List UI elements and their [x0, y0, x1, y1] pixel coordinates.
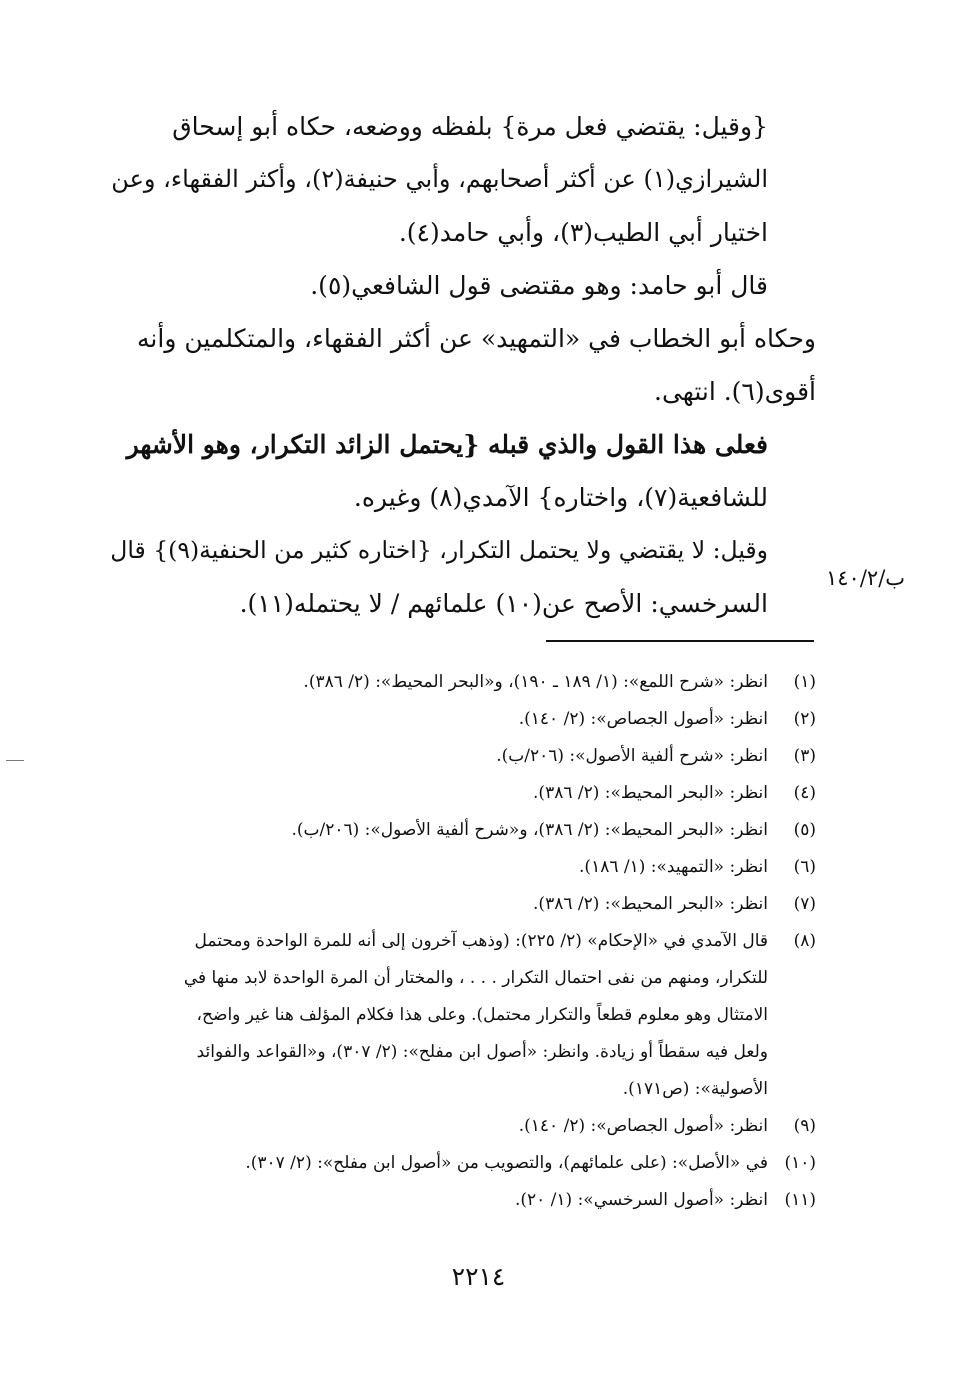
paragraph-1 [110, 100, 816, 259]
footnote-text: انظر: «شرح ألفية الأصول»: (٢٠٦/ب). [496, 746, 768, 766]
footnote-number: (١١) [784, 1190, 816, 1210]
footnote [110, 701, 816, 738]
paragraph-5 [110, 524, 816, 630]
footnote [110, 1145, 816, 1182]
main-text [110, 100, 816, 630]
footnote-text: انظر: «البحر المحيط»: (٢/ ٣٨٦). [533, 894, 768, 914]
footnote-text: الأصولية»: (ص١٧١). [622, 1079, 768, 1099]
footnote-number: (١) [793, 672, 816, 692]
footnote-number: (٥) [793, 820, 816, 840]
footnote-text: انظر: «أصول الجصاص»: (٢/ ١٤٠). [518, 1116, 768, 1136]
footnote-number: (٢) [793, 709, 816, 729]
footnote-number: (٤) [793, 783, 816, 803]
footnote-text: قال الآمدي في «الإحكام» (٢/ ٢٢٥): (وذهب آخرون إلى أنه للمرة الواحدة ومحتمل [194, 931, 768, 951]
manuscript-folio-note: ب/١٤٠/٢ [826, 566, 906, 590]
footnote-text: انظر: «أصول الجصاص»: (٢/ ١٤٠). [518, 709, 768, 729]
footnote [110, 1108, 816, 1145]
footnote-text: انظر: «شرح اللمع»: (١/ ١٨٩ ـ ١٩٠)، و«البحر المحيط»: (٢/ ٣٨٦). [303, 672, 768, 692]
text-line: وقيل: لا يقتضي ولا يحتمل التكرار، {اختاره كثير من الحنفية(٩)} قال [110, 536, 768, 564]
footnote-number: (٣) [793, 746, 816, 766]
footnote-number: (٦) [793, 857, 816, 877]
text-line: أقوى(٦). انتهى. [654, 377, 816, 406]
footnote-text: انظر: «البحر المحيط»: (٢/ ٣٨٦). [533, 783, 768, 803]
footnote-text: للتكرار، ومنهم من نفى احتمال التكرار . . . ، والمختار أن المرة الواحدة لابد منها في [183, 968, 768, 988]
footnote [110, 775, 816, 812]
footnote [110, 886, 816, 923]
footnote [110, 849, 816, 886]
page-number: ٢٢١٤ [451, 1262, 506, 1291]
paragraph-3 [110, 312, 816, 418]
footnote [110, 923, 816, 1108]
paragraph-4 [110, 418, 816, 524]
text-line: قال أبو حامد: وهو مقتضى قول الشافعي(٥). [310, 271, 768, 300]
text-line: الشيرازي(١) عن أكثر أصحابهم، وأبي حنيفة(٢)، وأكثر الفقهاء، وعن [111, 165, 768, 193]
text-line: وحكاه أبو الخطاب في «التمهيد» عن أكثر الفقهاء، والمتكلمين وأنه [137, 324, 816, 353]
footnote [110, 1182, 816, 1219]
footnote [110, 812, 816, 849]
footnote-separator [546, 640, 814, 642]
footnote-number: (٧) [793, 894, 816, 914]
footnote-text: انظر: «التمهيد»: (١/ ١٨٦). [579, 857, 768, 877]
footnote-text: ولعل فيه سقطاً أو زيادة. وانظر: «أصول ابن مفلح»: (٢/ ٣٠٧)، و«القواعد والفوائد [196, 1042, 768, 1062]
footnote-text: انظر: «البحر المحيط»: (٢/ ٣٨٦)، و«شرح ألفية الأصول»: (٢٠٦/ب). [291, 820, 768, 840]
footnote [110, 664, 816, 701]
footnote-text: انظر: «أصول السرخسي»: (١/ ٢٠). [514, 1190, 768, 1210]
footnote-number: (٩) [793, 1116, 816, 1136]
footnote-text: في «الأصل»: (على علمائهم)، والتصويب من «أصول ابن مفلح»: (٢/ ٣٠٧). [245, 1153, 768, 1173]
footnote-number: (١٠) [784, 1153, 816, 1173]
footnote [110, 738, 816, 775]
text-line: السرخسي: الأصح عن(١٠) علمائهم / لا يحتمله(١١). [239, 589, 768, 618]
scan-edge-mark [6, 760, 24, 761]
text-line: فعلى هذا القول والذي قبله {يحتمل الزائد التكرار، وهو الأشهر [126, 430, 768, 459]
text-line: اختيار أبي الطيب(٣)، وأبي حامد(٤). [398, 218, 768, 247]
footnote-text: الامتثال وهو معلوم قطعاً والتكرار محتمل). وعلى هذا فكلام المؤلف هنا غير واضح، [196, 1005, 768, 1025]
footnote-number: (٨) [793, 931, 816, 951]
text-line: {وقيل: يقتضي فعل مرة} بلفظه ووضعه، حكاه أبو إسحاق [172, 112, 768, 141]
footnotes [110, 664, 816, 1219]
paragraph-2 [110, 259, 816, 312]
text-line: للشافعية(٧)، واختاره} الآمدي(٨) وغيره. [353, 483, 768, 512]
